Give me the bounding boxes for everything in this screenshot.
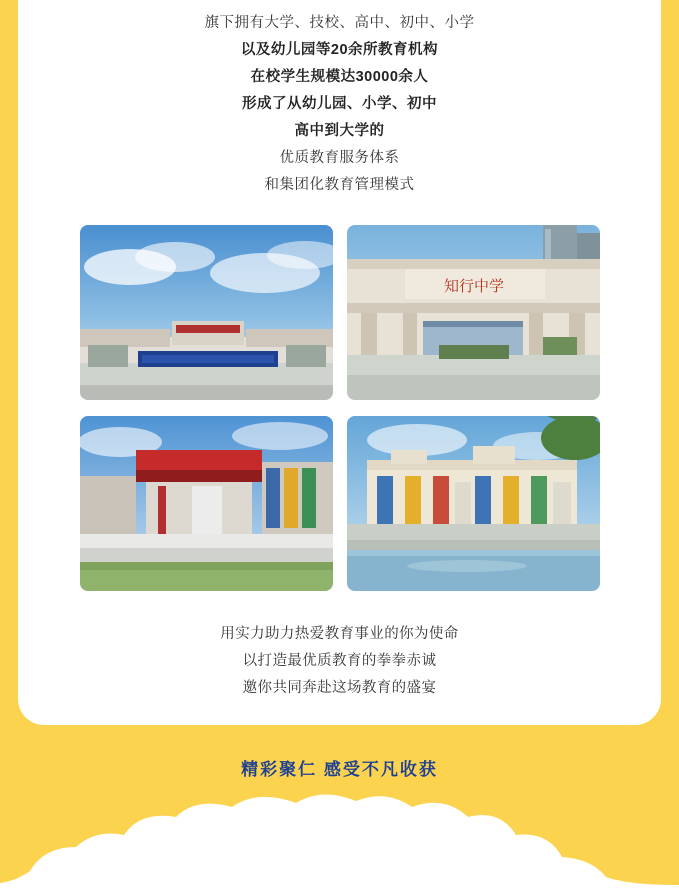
outro-line: 用实力助力热爱教育事业的你为使命 <box>220 626 459 642</box>
campus-photo-4 <box>347 416 600 591</box>
slogan-text: 精彩聚仁 感受不凡收获 <box>241 760 438 779</box>
intro-text-block <box>18 0 661 199</box>
outro-line: 邀你共同奔赴这场教育的盛宴 <box>242 680 437 696</box>
intro-line: 在校学生规模达30000余人 <box>250 69 429 85</box>
campus-photo-1-image <box>80 225 333 400</box>
campus-photo-2-image <box>347 225 600 400</box>
intro-line: 以及幼儿园等20余所教育机构 <box>240 42 439 58</box>
campus-photo-1 <box>80 225 333 400</box>
cloud-decoration <box>0 787 679 892</box>
outro-line: 以打造最优质教育的拳拳赤诚 <box>242 653 437 669</box>
campus-photo-3 <box>80 416 333 591</box>
campus-photo-2 <box>347 225 600 400</box>
intro-line: 旗下拥有大学、技校、高中、初中、小学 <box>204 15 475 31</box>
cloud-shape-icon <box>0 787 679 892</box>
intro-line: 形成了从幼儿园、小学、初中 <box>242 96 437 112</box>
svg-text:知行中学: 知行中学 <box>443 279 504 295</box>
campus-photo-4-image <box>347 416 600 591</box>
campus-photo-gallery <box>18 225 661 591</box>
intro-line: 和集团化教育管理模式 <box>264 177 415 193</box>
campus-photo-3-image <box>80 416 333 591</box>
outro-text-block <box>18 621 661 702</box>
intro-line: 优质教育服务体系 <box>279 150 400 166</box>
intro-line: 高中到大学的 <box>294 123 385 139</box>
content-card <box>18 0 661 725</box>
